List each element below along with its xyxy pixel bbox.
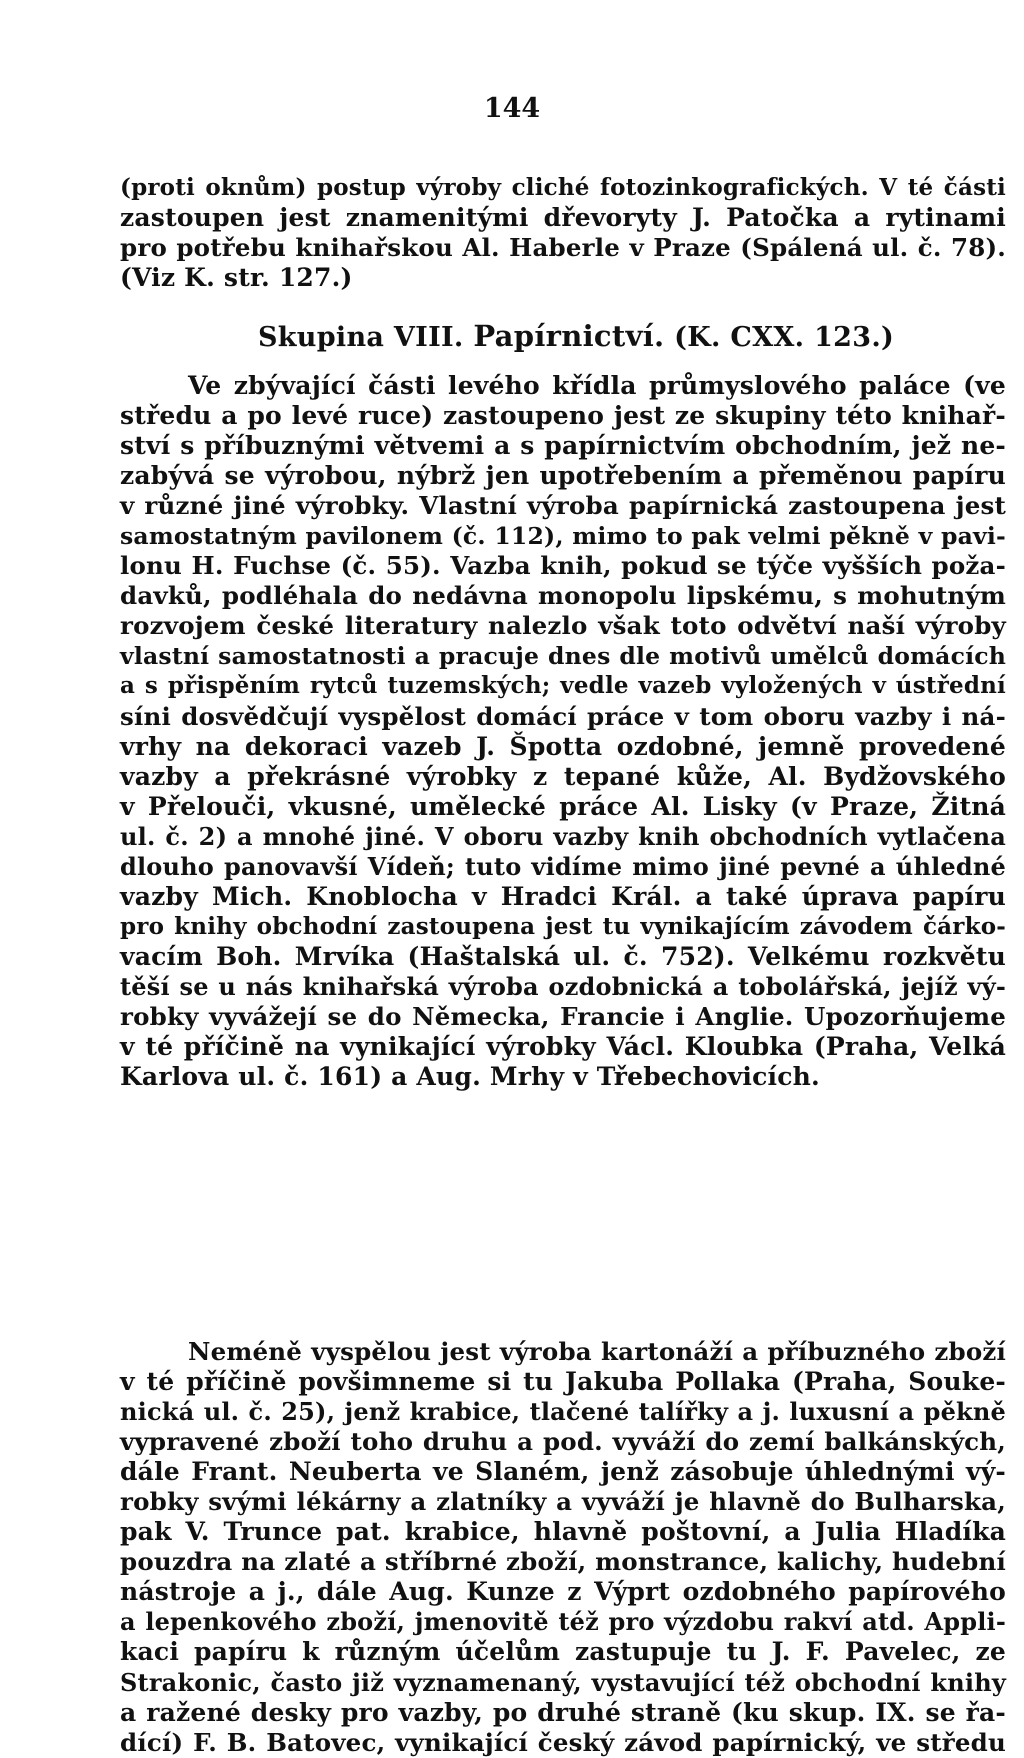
text-line: samostatným pavilonem (č. 112), mimo to pak velmi pěkně v pavi-: [120, 522, 1006, 551]
text-line: (Viz K. str. 127.): [120, 263, 353, 293]
text-line: těší se u nás knihařská výroba ozdobnická a tobolářská, jejíž vý-: [120, 971, 1006, 1001]
paragraph-1: [120, 371, 1006, 1092]
text-line: středu a po levé ruce) zastoupeno jest ze skupiny této knihař-: [120, 401, 1006, 431]
text-line: ství s příbuznými větvemi a s papírnictvím obchodním, jež ne-: [120, 431, 1006, 461]
text-line: dlouho panovavší Vídeň; tuto vidíme mimo jiné pevné a úhledné: [120, 851, 1006, 881]
text-line: nástroje a j., dále Aug. Kunze z Výprt ozdobného papírového: [120, 1577, 1006, 1607]
text-line: pro knihy obchodní zastoupena jest tu vynikajícím závodem čárko-: [120, 912, 1006, 940]
text-line: Strakonic, často již vyznamenaný, vystavující též obchodní knihy: [120, 1667, 1006, 1697]
text-line: Karlova ul. č. 161) a Aug. Mrhy v Třebechovicích.: [120, 1062, 820, 1092]
text-line: (proti oknům) postup výroby cliché fotozinkografických. V té části: [120, 174, 1006, 201]
text-line: pak V. Trunce pat. krabice, hlavně poštovní, a Julia Hladíka: [120, 1517, 1006, 1547]
text-line: vazby a překrásné výrobky z tepané kůže, Al. Bydžovského: [120, 761, 1006, 791]
heading-suffix: (K. CXX. 123.): [674, 322, 895, 353]
text-line: vrhy na dekoraci vazeb J. Špotta ozdobné, jemně provedené: [120, 731, 1006, 761]
text-line: dále Frant. Neuberta ve Slaném, jenž zásobuje úhlednými vý-: [120, 1457, 1006, 1487]
heading-prefix: Skupina VIII.: [258, 322, 464, 353]
text-line: zabývá se výrobou, nýbrž jen upotřebením a přeměnou papíru: [120, 461, 1006, 491]
text-line: kaci papíru k různým účelům zastupuje tu J. F. Pavelec, ze: [120, 1637, 1006, 1667]
text-line: lonu H. Fuchse (č. 55). Vazba knih, pokud se týče vyšších poža-: [120, 551, 1006, 581]
text-line: davků, podléhala do nedávna monopolu lipskému, s mohutným: [120, 581, 1006, 611]
paragraph-2: [120, 1337, 1006, 1758]
text-line: robky svými lékárny a zlatníky a vyváží je hlavně do Bulharska,: [120, 1487, 1006, 1517]
text-line: vlastní samostatnosti a pracuje dnes dle motivů umělců domácích: [120, 642, 1006, 671]
heading-title: Papírnictví.: [473, 319, 665, 353]
section-heading: [258, 320, 894, 354]
text-line: v Přelouči, vkusné, umělecké práce Al. Lisky (v Praze, Žitná: [120, 791, 1006, 821]
text-line: nická ul. č. 25), jenž krabice, tlačené talířky a j. luxusní a pěkně: [120, 1397, 1006, 1427]
text-line: zastoupen jest znamenitými dřevoryty J. Patočka a rytinami: [120, 203, 1006, 233]
text-line: pouzdra na zlaté a stříbrné zboží, monstrance, kalichy, hudební: [120, 1547, 1006, 1577]
text-line: v různé jiné výrobky. Vlastní výroba papírnická zastoupena jest: [120, 491, 1006, 521]
text-line: vypravené zboží toho druhu a pod. vyváží do zemí balkánských,: [120, 1427, 1006, 1457]
text-line: vazby Mich. Knoblocha v Hradci Král. a také úprava papíru: [120, 881, 1006, 911]
text-line: robky vyvážejí se do Německa, Francie i Anglie. Upozorňujeme: [120, 1001, 1006, 1031]
text-line: dící) F. B. Batovec, vynikající český závod papírnický, ve středu: [120, 1727, 1006, 1757]
text-line: a s přispěním rytců tuzemských; vedle vazeb vyložených v ústřední: [120, 672, 1006, 700]
intro-paragraph: [120, 173, 1006, 293]
text-line: Neméně vyspělou jest výroba kartonáží a příbuzného zboží: [188, 1337, 1006, 1366]
text-line: síni dosvědčují vyspělost domácí práce v tom oboru vazby i ná-: [120, 701, 1006, 731]
text-line: a lepenkového zboží, jmenovitě též pro výzdobu rakví atd. Appli-: [120, 1607, 1006, 1637]
text-line: vacím Boh. Mrvíka (Haštalská ul. č. 752). Velkému rozkvětu: [120, 941, 1006, 971]
page-number: 144: [483, 93, 541, 124]
text-line: Ve zbývající části levého křídla průmyslového paláce (ve: [188, 371, 1006, 400]
text-line: ul. č. 2) a mnohé jiné. V oboru vazby knih obchodních vytlačena: [120, 821, 1006, 851]
text-line: a ražené desky pro vazby, po druhé straně (ku skup. IX. se řa-: [120, 1697, 1006, 1727]
text-line: v té příčině povšimneme si tu Jakuba Pollaka (Praha, Souke-: [120, 1367, 1006, 1397]
text-line: v té příčině na vynikající výrobky Václ. Kloubka (Praha, Velká: [120, 1032, 1006, 1062]
text-line: rozvojem české literatury nalezlo však toto odvětví naší výroby: [120, 611, 1006, 641]
text-line: pro potřebu knihařskou Al. Haberle v Praze (Spálená ul. č. 78).: [120, 233, 1006, 263]
